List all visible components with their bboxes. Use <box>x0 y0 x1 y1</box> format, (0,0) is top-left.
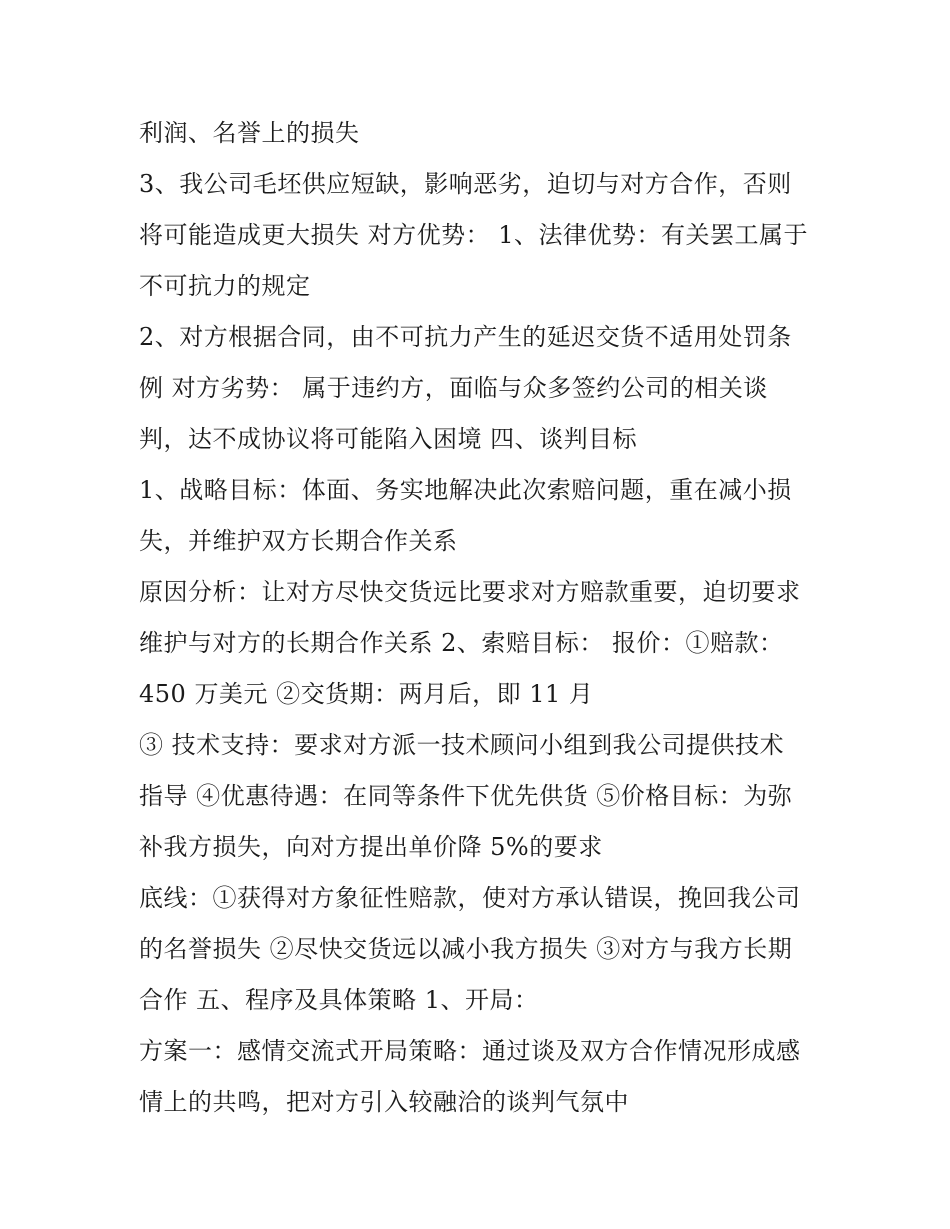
text-line: 失，并维护双方长期合作关系 <box>139 527 458 555</box>
text-line: 底线：①获得对方象征性赔款，使对方承认错误，挽回我公司 <box>139 884 801 912</box>
text-line: 不可抗力的规定 <box>139 272 311 300</box>
text-line: 合作 五、程序及具体策略 1、开局： <box>139 986 539 1014</box>
text-line: 补我方损失，向对方提出单价降 5%的要求 <box>139 833 603 861</box>
text-line: 的名誉损失 ②尽快交货远以减小我方损失 ③对方与我方长期 <box>139 935 793 963</box>
text-line: 3、我公司毛坯供应短缺，影响恶劣，迫切与对方合作，否则 <box>139 170 792 198</box>
text-line: ③ 技术支持：要求对方派一技术顾问小组到我公司提供技术 <box>139 731 785 759</box>
text-line: 原因分析：让对方尽快交货远比要求对方赔款重要，迫切要求 <box>139 578 801 606</box>
text-line: 例 对方劣势： 属于违约方，面临与众多签约公司的相关谈 <box>139 374 768 402</box>
text-line: 将可能造成更大损失 对方优势： 1、法律优势：有关罢工属于 <box>139 221 809 249</box>
text-line: 指导 ④优惠待遇：在同等条件下优先供货 ⑤价格目标：为弥 <box>139 782 793 810</box>
text-line: 方案一：感情交流式开局策略：通过谈及双方合作情况形成感 <box>139 1037 801 1065</box>
text-line: 判，达不成协议将可能陷入困境 四、谈判目标 <box>139 425 638 453</box>
document-body <box>139 108 819 1128</box>
text-line: 维护与对方的长期合作关系 2、索赔目标： 报价：①赔款： <box>139 629 784 657</box>
text-line: 450 万美元 ②交货期：两月后，即 11 月 <box>139 680 594 708</box>
text-line: 2、对方根据合同，由不可抗力产生的延迟交货不适用处罚条 <box>139 323 792 351</box>
text-line: 利润、名誉上的损失 <box>139 119 360 147</box>
text-line: 情上的共鸣，把对方引入较融洽的谈判气氛中 <box>139 1088 629 1116</box>
text-line: 1、战略目标：体面、务实地解决此次索赔问题，重在减小损 <box>139 476 792 504</box>
